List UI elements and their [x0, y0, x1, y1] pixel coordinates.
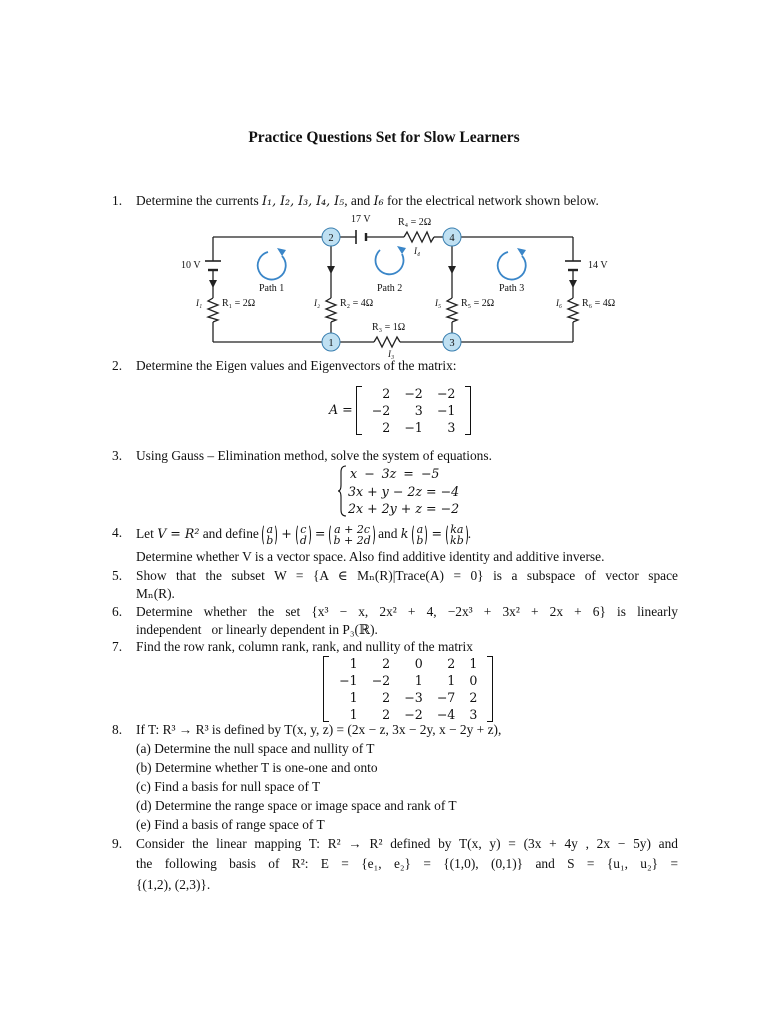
matrix-cell: 1 — [469, 656, 478, 671]
question-text: Show that the subset W = {A ∈ Mₙ(R)|Trace(A) = 0} is a subspace of vector space — [136, 568, 678, 583]
question-part: (a) Determine the null space and nullity of T — [136, 741, 375, 756]
math-i6: I₆ — [373, 193, 384, 208]
matrix-cell: −1 — [436, 403, 456, 418]
question-number: 2. — [112, 358, 123, 373]
label-path-2: Path 2 — [377, 283, 403, 294]
question-part: (b) Determine whether T is one-one and onto — [136, 760, 378, 775]
question-number: 8. — [112, 722, 123, 737]
label-i2: I₂ — [314, 298, 321, 308]
question-text: Determine whether the set {x³ − x, 2x² + 4, −2x³ + 3x² + 2x + 6} is linearly — [136, 604, 678, 619]
question-text: Let V = R² and define a b + c d = a + 2c b + 2d and k a b = ka kb . — [136, 523, 472, 547]
matrix-a — [329, 385, 471, 436]
question-text: Using Gauss – Elimination method, solve the system of equations. — [136, 448, 492, 463]
matrix-cell: 3 — [414, 403, 423, 418]
matrix-cell: −2 — [371, 403, 391, 418]
math-currents: I₁, I₂, I₃, I₄, I₅ — [262, 193, 345, 208]
label-10v: 10 V — [181, 260, 201, 271]
page-title: Practice Questions Set for Slow Learners — [248, 129, 520, 146]
matrix-cell: 2 — [382, 386, 391, 401]
matrix-cell: −3 — [404, 690, 423, 705]
label-r1: R₁ = 2Ω — [222, 298, 256, 309]
matrix-cell: −2 — [404, 707, 423, 722]
matrix-cell: 2 — [469, 690, 478, 705]
matrix-cell: 1 — [349, 690, 358, 705]
node-label: 2 — [328, 233, 334, 244]
matrix-cell: 2 — [382, 420, 391, 435]
label-i6: I₆ — [556, 298, 563, 308]
matrix-cell: 1 — [414, 673, 423, 688]
label-i4: I₄ — [414, 246, 421, 256]
matrix-cell: 2 — [382, 707, 391, 722]
vector-ab: a b — [412, 524, 427, 546]
vector-sum: a + 2c b + 2d — [329, 524, 374, 546]
math-v: V = R² — [157, 526, 200, 542]
question-text: Consider the linear mapping T: R² → R² defined by T(x, y) = (3x + 4y , 2x − 5y) and — [136, 836, 678, 851]
node-label: 1 — [328, 338, 334, 349]
matrix-cell: −1 — [404, 420, 423, 435]
matrix-cell: −7 — [436, 690, 456, 705]
label-path-1: Path 1 — [259, 283, 285, 294]
question-text — [136, 192, 678, 211]
matrix-cell: −4 — [436, 707, 456, 722]
question-part: (e) Find a basis of range space of T — [136, 817, 325, 832]
label-i1: I₁ — [196, 298, 203, 308]
label-i5: I₅ — [435, 298, 442, 308]
label-r5: R₅ = 2Ω — [461, 298, 495, 309]
text-part: and define — [199, 526, 263, 542]
matrix-cell: −1 — [339, 673, 358, 688]
question-part: (c) Find a basis for null space of T — [136, 779, 321, 794]
matrix-bracket — [323, 655, 493, 723]
equation-row: x − 3z = −5 — [350, 466, 440, 481]
text-part: Determine the currents — [136, 193, 263, 208]
matrix-cell: 3 — [469, 707, 478, 722]
matrix-cell: −2 — [436, 386, 456, 401]
node-label: 3 — [449, 338, 455, 349]
question-number: 7. — [112, 639, 123, 654]
label-17v: 17 V — [351, 214, 371, 225]
text-part: , and — [344, 193, 374, 208]
label-r6: R₆ = 4Ω — [582, 298, 616, 309]
matrix-cell: 3 — [447, 420, 456, 435]
question-text: Mₙ(R). — [136, 586, 175, 601]
text-part: Let — [136, 526, 158, 542]
equation-row: 2x + 2y + z = −2 — [348, 501, 460, 516]
question-number: 9. — [112, 836, 123, 851]
text-part: for the electrical network shown below. — [383, 193, 599, 208]
question-text: Find the row rank, column rank, rank, and nullity of the matrix — [136, 639, 473, 654]
question-text: the following basis of R²: E = {e₁, e₂} = {(1,0), (0,1)} and S = {u₁, u₂} = — [136, 856, 678, 871]
label-i3: I₃ — [388, 349, 395, 359]
question-text: {(1,2), (2,3)}. — [136, 877, 211, 892]
question-text: independent or linearly dependent in P₃(ℝ). — [136, 622, 378, 637]
question-number: 1. — [112, 193, 123, 208]
vector-cd: c d — [296, 524, 311, 546]
brace-icon — [338, 465, 347, 517]
matrix-cell: 2 — [382, 656, 391, 671]
question-number: 4. — [112, 525, 123, 540]
matrix-cell: 2 — [382, 690, 391, 705]
text-part: and — [374, 526, 401, 542]
matrix-cell: 0 — [414, 656, 423, 671]
question-number: 5. — [112, 568, 123, 583]
vector-ab: a b — [262, 524, 277, 546]
matrix-cell: −2 — [404, 386, 423, 401]
matrix-q7 — [323, 655, 493, 723]
question-text: Determine the Eigen values and Eigenvectors of the matrix: — [136, 358, 457, 373]
question-text: Determine whether V is a vector space. Also find additive identity and additive inverse. — [136, 549, 605, 564]
question-number: 6. — [112, 604, 123, 619]
question-part: (d) Determine the range space or image space and rank of T — [136, 798, 457, 813]
label-r3: R₃ = 1Ω — [372, 322, 406, 333]
matrix-cell: −2 — [371, 673, 391, 688]
node-label: 4 — [449, 233, 455, 244]
question-number: 3. — [112, 448, 123, 463]
matrix-label: A = — [329, 402, 353, 418]
question-text: If T: R³ → R³ is defined by T(x, y, z) = (2x − z, 3x − 2y, x − 2y + z), — [136, 722, 502, 737]
matrix-cell: 1 — [447, 673, 456, 688]
label-r4: R₄ = 2Ω — [398, 217, 432, 228]
label-14v: 14 V — [588, 260, 608, 271]
equation-row: 3x + y − 2z = −4 — [348, 483, 460, 499]
matrix-cell: 2 — [447, 656, 456, 671]
matrix-cell: 1 — [349, 656, 358, 671]
matrix-bracket — [356, 385, 472, 436]
matrix-cell: 1 — [349, 707, 358, 722]
circuit-diagram — [176, 210, 636, 360]
label-path-3: Path 3 — [499, 283, 525, 294]
label-r2: R₂ = 4Ω — [340, 298, 374, 309]
vector-scaled: ka kb — [446, 524, 468, 546]
matrix-cell: 0 — [469, 673, 478, 688]
